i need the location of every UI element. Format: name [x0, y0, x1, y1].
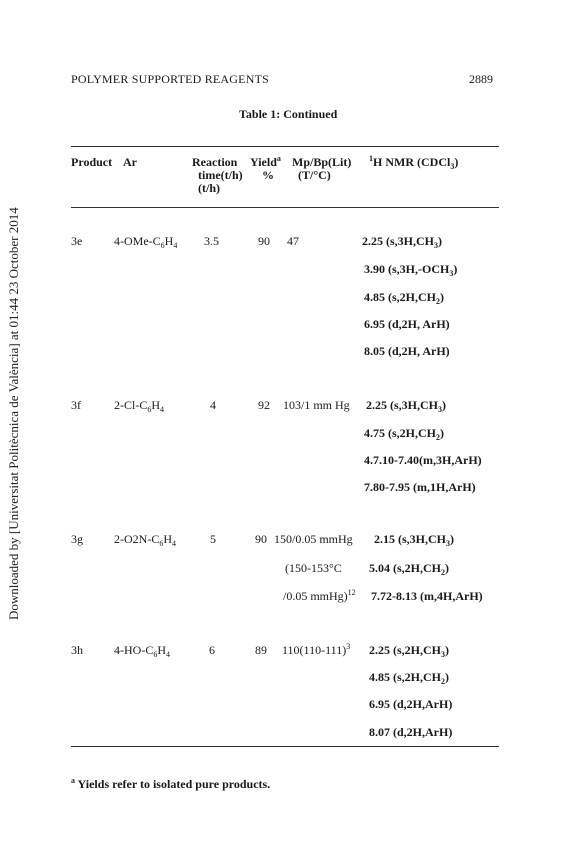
nmr-line: 4.7.10-7.40(m,3H,ArH): [364, 453, 482, 467]
product-cell: 3h: [71, 643, 83, 657]
yield-cell: 92: [258, 398, 270, 412]
time-cell: 3.5: [204, 234, 219, 248]
mp-cell-lit: (150-153°C: [285, 561, 342, 575]
ar-cell: $2-Cl-C_6H_4$: [114, 398, 165, 414]
header-mp-unit: (T/°C): [298, 168, 331, 182]
mp-cell: 150/0.05 mmHg: [274, 532, 353, 546]
header-reaction-time: time(t/h): [198, 168, 243, 182]
product-cell: 3e: [71, 234, 83, 248]
nmr-line: 4.85 $(s,2H,CH_2)$: [364, 290, 444, 306]
nmr-line: 4.75 $(s,2H,CH_2)$: [364, 426, 444, 442]
nmr-line: 2.15 $(s,3H,CH_3)$: [374, 532, 454, 548]
header-ar: Ar: [123, 155, 137, 169]
header-reaction: Reaction: [192, 155, 238, 169]
table-footnote: $^a$ Yields refer to isolated pure products.: [71, 776, 271, 791]
header-product: Product: [71, 155, 113, 169]
nmr-line: 2.25 $(s,3H,CH_3)$: [366, 398, 446, 414]
table-title: Table 1: Continued: [239, 107, 338, 121]
running-head: POLYMER SUPPORTED REAGENTS: [71, 72, 269, 86]
nmr-line: 2.25 $(s,2H,CH_3)$: [369, 643, 449, 659]
nmr-line: 7.80-7.95 (m,1H,ArH): [364, 480, 476, 494]
header-mp-bp: Mp/Bp(Lit): [292, 155, 352, 169]
nmr-line: 6.95 (d,2H, ArH): [364, 317, 450, 331]
yield-cell: 89: [255, 643, 267, 657]
header-reaction-unit: (t/h): [198, 181, 220, 195]
ar-cell: $2-O2N-C_6H_4$: [114, 532, 176, 548]
ar-cell: $4-HO-C_6H_4$: [114, 643, 170, 659]
product-cell: 3f: [71, 398, 81, 412]
time-cell: 6: [209, 643, 215, 657]
mp-cell: 103/1 mm Hg: [283, 398, 350, 412]
mp-cell: $110(110-111)^3$: [282, 642, 351, 657]
nmr-line: 2.25 $(s,3H,CH_3)$: [362, 234, 442, 250]
nmr-line: 5.04 $(s,2H,CH_2)$: [369, 561, 449, 577]
yield-cell: 90: [255, 532, 267, 546]
mp-cell: 47: [287, 234, 299, 248]
nmr-line: 3.90 $(s,3H,-OCH_3)$: [364, 262, 458, 278]
header-yield: Yield$^a$: [250, 154, 281, 169]
table-top-rule: [71, 146, 499, 147]
header-yield-unit: %: [262, 168, 274, 182]
product-cell: 3g: [71, 532, 83, 546]
nmr-line: 4.85 $(s,2H,CH_2)$: [369, 670, 449, 686]
nmr-line: 6.95 (d,2H,ArH): [369, 697, 453, 711]
download-watermark: Downloaded by [Universitat Politècnica de València] at 01:44 23 October 2014: [6, 207, 21, 620]
header-nmr: $^1$H NMR (CDCl$_3$): [369, 154, 459, 171]
time-cell: 4: [210, 398, 216, 412]
ar-cell: $4-OMe-C_6H_4$: [114, 234, 178, 250]
nmr-line: 8.05 (d,2H, ArH): [364, 344, 450, 358]
table-bottom-rule: [71, 746, 499, 747]
mp-cell-lit-pressure: /0.05 mmHg)$^{12}$: [283, 588, 356, 603]
nmr-line: 8.07 (d,2H,ArH): [369, 725, 453, 739]
time-cell: 5: [210, 532, 216, 546]
page-number: 2889: [469, 72, 493, 86]
nmr-line: 7.72-8.13 (m,4H,ArH): [371, 589, 483, 603]
yield-cell: 90: [258, 234, 270, 248]
table-header-rule: [71, 207, 499, 208]
